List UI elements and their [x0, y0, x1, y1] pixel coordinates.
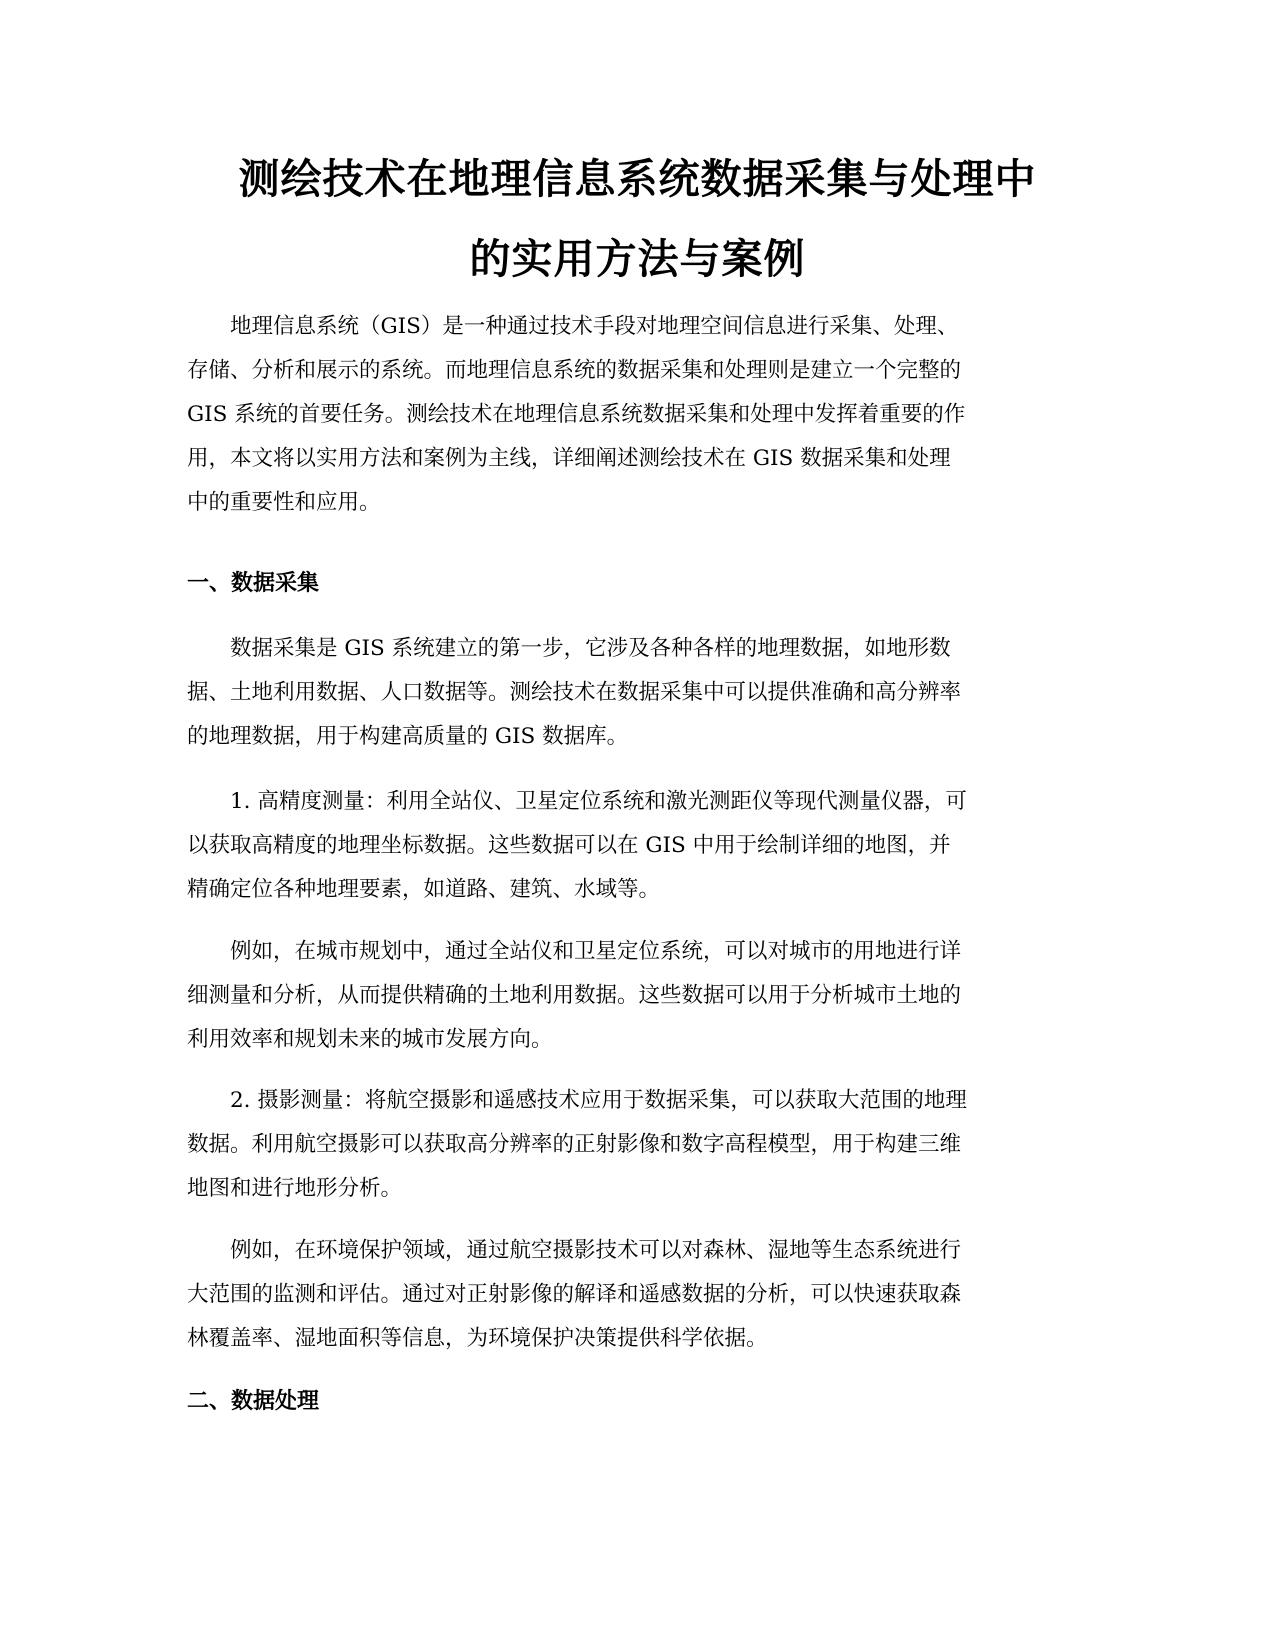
- paragraph-line: 例如，在城市规划中，通过全站仪和卫星定位系统，可以对城市的用地进行详: [230, 939, 962, 964]
- paragraph-line: 据、土地利用数据、人口数据等。测绘技术在数据采集中可以提供准确和高分辨率: [187, 680, 962, 705]
- section1-paragraph-3: [187, 930, 1087, 1062]
- paragraph-line: 地图和进行地形分析。: [187, 1176, 403, 1201]
- section1-paragraph-4: [187, 1079, 1087, 1211]
- paragraph-line: 例如，在环境保护领域，通过航空摄影技术可以对森林、湿地等生态系统进行: [230, 1238, 962, 1263]
- paragraph-line: 细测量和分析，从而提供精确的土地利用数据。这些数据可以用于分析城市土地的: [187, 983, 962, 1008]
- paragraph-line: 大范围的监测和评估。通过对正射影像的解译和遥感数据的分析，可以快速获取森: [187, 1282, 962, 1307]
- paragraph-line: 地理信息系统（GIS）是一种通过技术手段对地理空间信息进行采集、处理、: [230, 314, 959, 339]
- paragraph-line: 数据。利用航空摄影可以获取高分辨率的正射影像和数字高程模型，用于构建三维: [187, 1132, 962, 1157]
- section-heading-data-collection: 一、数据采集: [187, 571, 320, 596]
- paragraph-line: 存储、分析和展示的系统。而地理信息系统的数据采集和处理则是建立一个完整的: [187, 358, 962, 383]
- paragraph-line: 1. 高精度测量：利用全站仪、卫星定位系统和激光测距仪等现代测量仪器，可: [230, 789, 967, 814]
- paragraph-line: GIS 系统的首要任务。测绘技术在地理信息系统数据采集和处理中发挥着重要的作: [187, 402, 966, 427]
- paragraph-line: 林覆盖率、湿地面积等信息，为环境保护决策提供科学依据。: [187, 1326, 768, 1351]
- section1-paragraph-2: [187, 780, 1087, 912]
- document-title-line-2: 的实用方法与案例: [469, 235, 806, 283]
- paragraph-line: 中的重要性和应用。: [187, 490, 381, 515]
- intro-paragraph: [187, 305, 1087, 525]
- paragraph-line: 的地理数据，用于构建高质量的 GIS 数据库。: [187, 724, 629, 749]
- paragraph-line: 精确定位各种地理要素，如道路、建筑、水域等。: [187, 877, 661, 902]
- paragraph-line: 利用效率和规划未来的城市发展方向。: [187, 1027, 553, 1052]
- section1-paragraph-5: [187, 1229, 1087, 1361]
- paragraph-line: 2. 摄影测量：将航空摄影和遥感技术应用于数据采集，可以获取大范围的地理: [230, 1088, 967, 1113]
- section1-paragraph-1: [187, 627, 1087, 759]
- document-title-line-1: 测绘技术在地理信息系统数据采集与处理中: [238, 155, 1037, 203]
- paragraph-line: 数据采集是 GIS 系统建立的第一步，它涉及各种各样的地理数据，如地形数: [230, 636, 951, 661]
- paragraph-line: 以获取高精度的地理坐标数据。这些数据可以在 GIS 中用于绘制详细的地图，并: [187, 833, 951, 858]
- paragraph-line: 用，本文将以实用方法和案例为主线，详细阐述测绘技术在 GIS 数据采集和处理: [187, 446, 951, 471]
- section-heading-data-processing: 二、数据处理: [187, 1389, 320, 1414]
